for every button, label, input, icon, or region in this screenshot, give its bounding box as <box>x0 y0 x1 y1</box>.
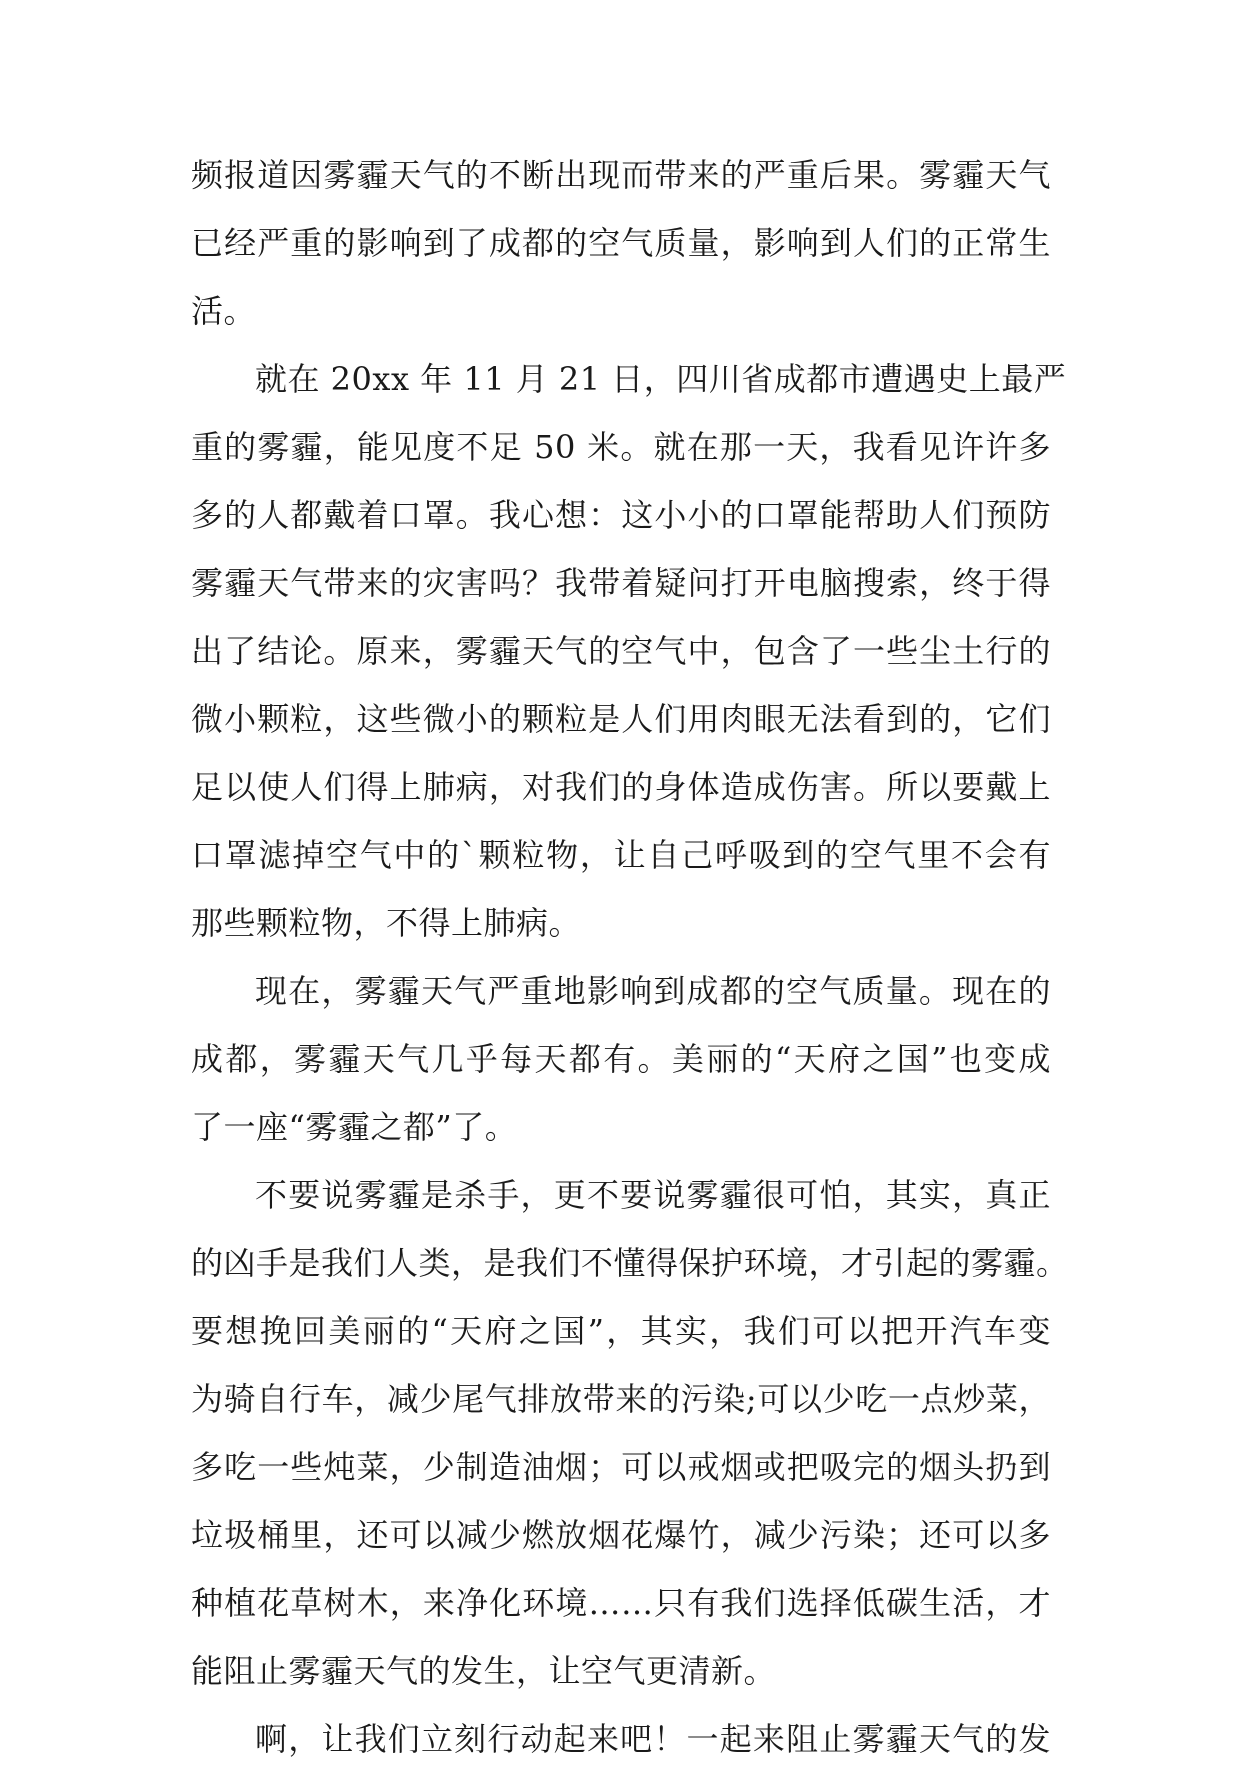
text-line: 能阻止雾霾天气的发生，让空气更清新。 <box>191 1652 777 1690</box>
text-line: 重的雾霾，能见度不足 50 米。就在那一天，我看见许许多 <box>191 428 1051 466</box>
text-line: 多的人都戴着口罩。我心想：这小小的口罩能帮助人们预防 <box>191 496 1051 534</box>
text-line: 要想挽回美丽的“天府之国”，其实，我们可以把开汽车变 <box>191 1312 1051 1350</box>
text-line: 种植花草树木，来净化环境……只有我们选择低碳生活，才 <box>191 1584 1051 1622</box>
text-line: 足以使人们得上肺病，对我们的身体造成伤害。所以要戴上 <box>191 768 1051 806</box>
text-line: 为骑自行车，减少尾气排放带来的污染;可以少吃一点炒菜， <box>191 1380 1051 1418</box>
text-line: 就在 20xx 年 11 月 21 日，四川省成都市遭遇史上最严 <box>255 360 1067 398</box>
text-line: 啊，让我们立刻行动起来吧！一起来阻止雾霾天气的发 <box>255 1720 1051 1758</box>
document-body <box>191 141 1069 1773</box>
text-line: 口罩滤掉空气中的`颗粒物，让自己呼吸到的空气里不会有 <box>191 836 1051 874</box>
text-line: 那些颗粒物，不得上肺病。 <box>191 904 582 942</box>
text-line: 成都，雾霾天气几乎每天都有。美丽的“天府之国”也变成 <box>191 1040 1051 1078</box>
text-line: 微小颗粒，这些微小的颗粒是人们用肉眼无法看到的，它们 <box>191 700 1051 738</box>
text-line: 已经严重的影响到了成都的空气质量，影响到人们的正常生 <box>191 224 1051 262</box>
text-line: 多吃一些炖菜，少制造油烟；可以戒烟或把吸完的烟头扔到 <box>191 1448 1051 1486</box>
text-line: 频报道因雾霾天气的不断出现而带来的严重后果。雾霾天气 <box>191 156 1051 194</box>
text-line: 现在，雾霾天气严重地影响到成都的空气质量。现在的 <box>255 972 1051 1010</box>
text-line: 雾霾天气带来的灾害吗？我带着疑问打开电脑搜索，终于得 <box>191 564 1051 602</box>
text-line: 出了结论。原来，雾霾天气的空气中，包含了一些尘土行的 <box>191 632 1051 670</box>
text-line: 的凶手是我们人类，是我们不懂得保护环境，才引起的雾霾。 <box>191 1244 1069 1282</box>
text-line: 不要说雾霾是杀手，更不要说雾霾很可怕，其实，真正 <box>255 1176 1051 1214</box>
text-line: 垃圾桶里，还可以减少燃放烟花爆竹，减少污染；还可以多 <box>191 1516 1051 1554</box>
text-line: 了一座“雾霾之都”了。 <box>191 1108 518 1146</box>
text-line: 活。 <box>191 292 257 330</box>
